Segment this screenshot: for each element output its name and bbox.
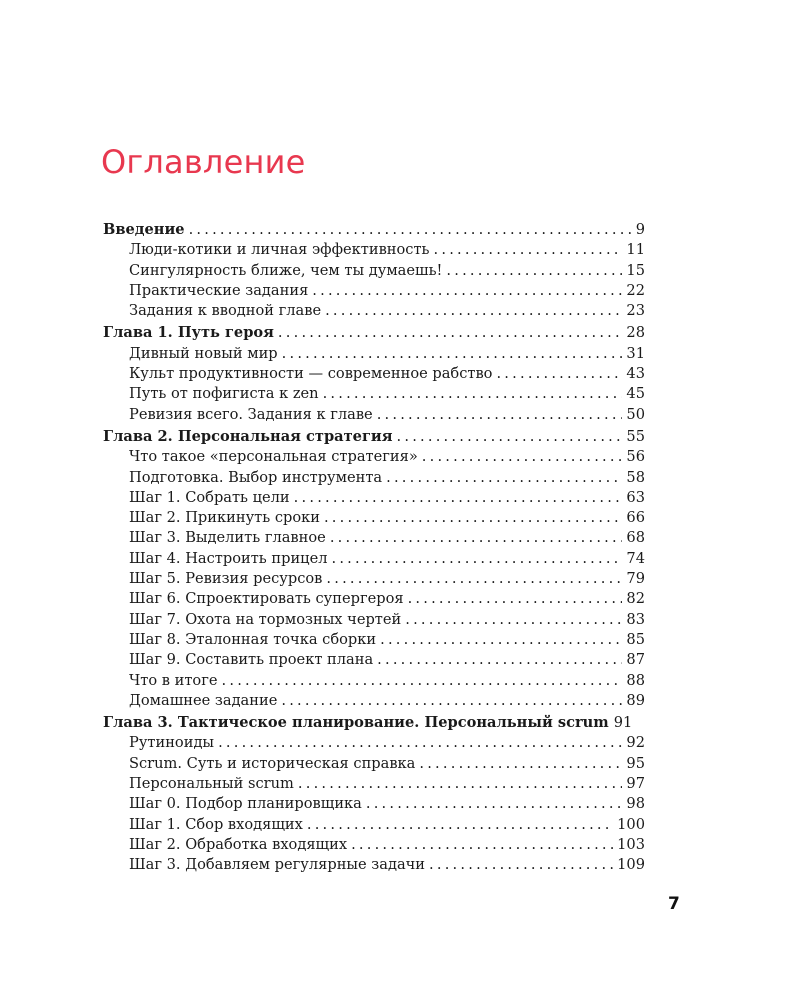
toc-section-entry — [103, 610, 645, 630]
dot-leader — [298, 774, 623, 794]
dot-leader — [326, 569, 622, 589]
toc-entry-page: 91 — [613, 714, 633, 732]
toc-section-entry — [103, 344, 645, 364]
dot-leader — [446, 261, 622, 281]
dot-leader — [189, 220, 632, 240]
toc-entry-title: Что такое «персональная стратегия» — [129, 448, 418, 466]
toc-section-entry — [103, 364, 645, 384]
toc-section-entry — [103, 630, 645, 650]
dot-leader — [323, 384, 623, 404]
dot-leader — [222, 671, 623, 691]
toc-section-entry — [103, 691, 645, 711]
toc-section-entry — [103, 733, 645, 753]
toc-section-entry — [103, 549, 645, 569]
toc-section-entry — [103, 671, 645, 691]
dot-leader — [419, 754, 622, 774]
toc-chapter-entry — [103, 713, 645, 733]
toc-entry-title: Шаг 2. Прикинуть сроки — [129, 509, 320, 527]
toc-entry-page: 9 — [635, 221, 645, 238]
dot-leader — [422, 447, 623, 467]
toc-entry-page: 22 — [626, 281, 645, 299]
toc-entry-page: 97 — [626, 775, 645, 793]
toc-entry-title: Задания к вводной главе — [129, 302, 322, 320]
toc-section-entry — [103, 794, 645, 814]
toc-section-entry — [103, 589, 645, 609]
dot-leader — [325, 301, 622, 321]
dot-leader — [429, 855, 613, 875]
dot-leader — [281, 691, 622, 711]
toc-section-entry — [103, 835, 645, 855]
toc-entry-title: Домашнее задание — [129, 691, 278, 709]
toc-entry-title: Шаг 7. Охота на тормозных чертей — [129, 610, 402, 628]
toc-entry-title: Культ продуктивности — современное рабство — [129, 365, 493, 383]
toc-entry-title: Рутиноиды — [129, 734, 215, 752]
toc-entry-page: 50 — [626, 405, 645, 423]
dot-leader — [330, 528, 623, 548]
toc-chapter-entry — [103, 427, 645, 447]
dot-leader — [282, 344, 623, 364]
toc-section-entry — [103, 301, 645, 321]
page-number: 7 — [668, 894, 680, 914]
toc-entry-title: Глава 2. Персональная стратегия — [103, 427, 393, 445]
toc-entry-page: 63 — [626, 488, 645, 506]
dot-leader — [377, 650, 622, 670]
dot-leader — [324, 508, 622, 528]
dot-leader — [351, 835, 613, 855]
toc-entry-page: 55 — [626, 427, 645, 445]
toc-entry-page: 23 — [626, 302, 645, 320]
toc-entry-title: Дивный новый мир — [129, 344, 278, 362]
toc-entry-title: Шаг 8. Эталонная точка сборки — [129, 630, 377, 648]
toc-section-entry — [103, 468, 645, 488]
toc-entry-page: 95 — [626, 754, 645, 772]
dot-leader — [312, 281, 622, 301]
toc-entry-page: 89 — [626, 691, 645, 709]
dot-leader — [294, 488, 623, 508]
toc-entry-page: 92 — [626, 734, 645, 752]
toc-entry-title: Люди-котики и личная эффективность — [129, 241, 430, 259]
toc-chapter-entry — [103, 220, 645, 240]
toc-section-entry — [103, 508, 645, 528]
toc-entry-title: Подготовка. Выбор инструмента — [129, 468, 383, 486]
toc-entry-title: Шаг 5. Ревизия ресурсов — [129, 570, 323, 588]
toc-entry-page: 56 — [626, 448, 645, 466]
table-of-contents — [103, 220, 645, 876]
toc-entry-title: Персональный scrum — [129, 775, 294, 793]
toc-entry-page: 28 — [626, 324, 645, 342]
dot-leader — [366, 794, 623, 814]
toc-entry-page: 103 — [617, 835, 645, 853]
toc-entry-page: 66 — [626, 509, 645, 527]
toc-section-entry — [103, 528, 645, 548]
toc-section-entry — [103, 754, 645, 774]
toc-section-entry — [103, 650, 645, 670]
dot-leader — [405, 610, 622, 630]
toc-entry-page: 87 — [626, 651, 645, 669]
toc-entry-page: 15 — [626, 261, 645, 279]
dot-leader — [434, 240, 623, 260]
dot-leader — [397, 427, 623, 447]
toc-entry-page: 85 — [626, 630, 645, 648]
toc-entry-page: 82 — [626, 590, 645, 608]
dot-leader — [278, 323, 623, 343]
toc-entry-title: Практические задания — [129, 281, 309, 299]
toc-section-entry — [103, 281, 645, 301]
toc-entry-page: 98 — [626, 795, 645, 813]
toc-entry-page: 74 — [626, 549, 645, 567]
toc-section-entry — [103, 488, 645, 508]
toc-section-entry — [103, 447, 645, 467]
toc-entry-title: Глава 3. Тактическое планирование. Персональный scrum — [103, 714, 609, 732]
toc-section-entry — [103, 774, 645, 794]
toc-entry-title: Ревизия всего. Задания к главе — [129, 405, 373, 423]
dot-leader — [408, 589, 623, 609]
dot-leader — [331, 549, 622, 569]
toc-entry-title: Шаг 1. Сбор входящих — [129, 815, 303, 833]
toc-entry-title: Шаг 3. Выделить главное — [129, 529, 326, 547]
toc-entry-title: Введение — [103, 221, 185, 238]
toc-entry-page: 43 — [626, 365, 645, 383]
toc-section-entry — [103, 261, 645, 281]
toc-entry-title: Шаг 3. Добавляем регулярные задачи — [129, 856, 426, 874]
toc-entry-title: Шаг 0. Подбор планировщика — [129, 795, 362, 813]
dot-leader — [218, 733, 622, 753]
toc-section-entry — [103, 815, 645, 835]
page-title: Оглавление — [101, 143, 306, 181]
toc-entry-title: Шаг 2. Обработка входящих — [129, 835, 348, 853]
toc-entry-title: Шаг 4. Настроить прицел — [129, 549, 328, 567]
toc-section-entry — [103, 384, 645, 404]
toc-entry-page: 11 — [626, 241, 645, 259]
toc-entry-page: 31 — [626, 344, 645, 362]
toc-section-entry — [103, 405, 645, 425]
toc-entry-title: Сингулярность ближе, чем ты думаешь! — [129, 261, 443, 279]
dot-leader — [386, 468, 622, 488]
toc-section-entry — [103, 240, 645, 260]
toc-entry-page: 100 — [617, 815, 645, 833]
toc-section-entry — [103, 855, 645, 875]
toc-entry-title: Шаг 6. Спроектировать супергероя — [129, 590, 404, 608]
toc-entry-page: 58 — [626, 468, 645, 486]
toc-entry-page: 88 — [626, 671, 645, 689]
dot-leader — [307, 815, 613, 835]
dot-leader — [377, 405, 623, 425]
toc-section-entry — [103, 569, 645, 589]
toc-entry-page: 83 — [626, 610, 645, 628]
toc-entry-title: Scrum. Суть и историческая справка — [129, 754, 416, 772]
toc-entry-title: Шаг 1. Собрать цели — [129, 488, 290, 506]
toc-entry-title: Глава 1. Путь героя — [103, 324, 274, 342]
toc-entry-title: Путь от пофигиста к zen — [129, 385, 319, 403]
toc-entry-page: 79 — [626, 570, 645, 588]
toc-entry-page: 45 — [626, 385, 645, 403]
toc-chapter-entry — [103, 323, 645, 343]
toc-entry-page: 109 — [617, 856, 645, 874]
toc-entry-page: 68 — [626, 529, 645, 547]
toc-entry-title: Что в итоге — [129, 671, 218, 689]
dot-leader — [496, 364, 622, 384]
dot-leader — [380, 630, 622, 650]
toc-entry-title: Шаг 9. Составить проект плана — [129, 651, 374, 669]
